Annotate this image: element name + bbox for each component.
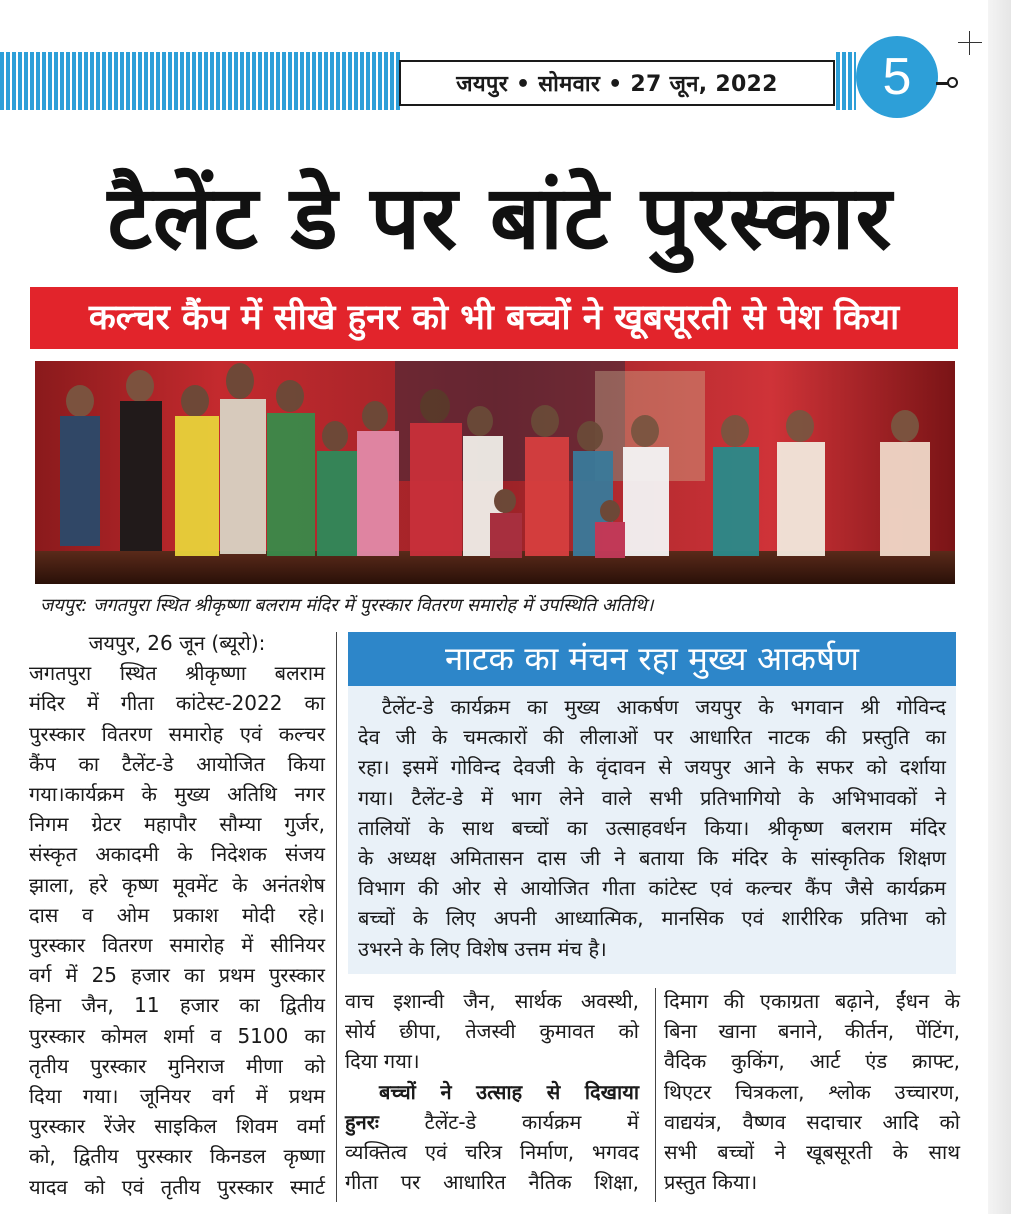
- article-line: वर्ग में 25 हजार का प्रथम पुरस्कार: [29, 963, 325, 988]
- headline: टैलेंट डे पर बांटे पुरस्कार: [107, 166, 893, 269]
- last-column: [664, 986, 960, 1197]
- box-line: टैलेंट-डे कार्यक्रम का मुख्य आकर्षण जयपुर के भगवान श्री गोविन्द: [382, 695, 946, 719]
- box-line: उभरने के लिए विशेष उत्तम मंच है।: [358, 936, 607, 961]
- article-line: पुरस्कार वितरण समारोह में सीनियर: [29, 933, 325, 958]
- article-line: हिना जैन, 11 हजार का द्वितीय: [29, 993, 325, 1018]
- article-line: सभी बच्चों ने खूबसूरती के साथ: [664, 1140, 960, 1165]
- header-stripe-right: [836, 52, 856, 110]
- article-line: पुरस्कार रेंजेर साइकिल शिवम वर्मा: [29, 1114, 325, 1139]
- box-line: तालियों के साथ बच्चों का उत्साहवर्धन किया। श्रीकृष्ण बलराम मंदिर: [358, 815, 946, 840]
- article-line-rest: टैलेंट-डे कार्यक्रम में: [424, 1109, 640, 1134]
- article-line: मंदिर में गीता कांटेस्ट-2022 का: [29, 691, 325, 716]
- article-line: निगम ग्रेटर महापौर सौम्या गुर्जर,: [29, 812, 325, 837]
- main-article-column: [29, 628, 325, 1202]
- inline-subhead: बच्चों ने उत्साह से दिखाया: [379, 1079, 639, 1104]
- article-line: को, द्वितीय पुरस्कार किनडल कृष्णा: [29, 1144, 325, 1169]
- photo-caption: जयपुर: जगतपुरा स्थित श्रीकृष्णा बलराम मंदिर में पुरस्कार वितरण समारोह में उपस्थिति अतिथि।: [40, 595, 654, 616]
- article-line: प्रस्तुत किया।: [664, 1170, 758, 1195]
- article-line: पुरस्कार कोमल शर्मा व 5100 का: [29, 1023, 325, 1048]
- crop-mark-icon: [958, 31, 982, 55]
- article-line: झाला, हरे कृष्ण मूवमेंट के अनंतशेष: [29, 872, 325, 897]
- article-line: तृतीय पुरस्कार मुनिराज मीणा को: [29, 1053, 325, 1078]
- subheadline: कल्चर कैंप में सीखे हुनर को भी बच्चों ने खूबसूरती से पेश किया: [30, 287, 958, 349]
- article-line: जयपुर, 26 जून (ब्यूरो):: [88, 631, 266, 655]
- article-line: सोर्य छीपा, तेजस्वी कुमावत को: [345, 1019, 639, 1044]
- continued-column: [345, 986, 639, 1197]
- article-line: व्यक्तित्व एवं चरित्र निर्माण, भगवद: [345, 1140, 639, 1165]
- article-line: दिया गया।: [345, 1049, 420, 1074]
- article-line: [345, 1107, 639, 1137]
- column-divider: [336, 632, 337, 1202]
- header-stripe: [0, 52, 400, 110]
- box-line: के अध्यक्ष अमितासन दास जी ने बताया कि मंदिर के सांस्कृतिक शिक्षण: [358, 846, 946, 871]
- box-title: नाटक का मंचन रहा मुख्य आकर्षण: [348, 632, 956, 686]
- article-line: बिना खाना बनाने, कीर्तन, पेंटिंग,: [664, 1019, 960, 1044]
- article-line: कैंप का टैलेंट-डे आयोजित किया: [29, 751, 325, 776]
- article-line: पुरस्कार वितरण समारोह एवं कल्चर: [29, 721, 325, 746]
- box-line: बच्चों के लिए अपनी आध्यात्मिक, मानसिक एवं शारीरिक प्रतिभा को: [358, 906, 946, 931]
- box-line: गया। टैलेंट-डे में भाग लेने वाले सभी प्रतिभागियो के अभिभावकों ने: [358, 785, 946, 810]
- box-line: देव जी के चमत्कारों की लीलाओं पर आधारित नाटक की प्रस्तुति का: [358, 725, 946, 750]
- badge-dot: [947, 77, 958, 88]
- article-line: संस्कृत अकादमी के निदेशक संजय: [29, 842, 325, 867]
- page-edge: [988, 0, 1011, 1214]
- column-divider: [655, 988, 656, 1202]
- article-line: यादव को एवं तृतीय पुरस्कार स्मार्ट: [29, 1174, 325, 1199]
- article-line: दिमाग की एकाग्रता बढ़ाने, ईंधन के: [664, 989, 960, 1013]
- highlight-box: [348, 686, 956, 974]
- article-line: वैदिक कुकिंग, आर्ट एंड क्राफ्ट,: [664, 1049, 960, 1074]
- inline-subhead-end: हुनरः: [345, 1109, 379, 1134]
- article-line: गया।कार्यक्रम के मुख्य अतिथि नगर: [29, 782, 325, 807]
- article-line: गीता पर आधारित नैतिक शिक्षा,: [345, 1170, 639, 1195]
- box-line: रहा। इसमें गोविन्द देवजी के वृंदावन से जयपुर आने के सफर को दर्शाया: [358, 755, 946, 780]
- box-line: विभाग की ओर से आयोजित गीता कांटेस्ट एवं कल्चर कैंप जैसे कार्यक्रम: [358, 876, 946, 901]
- article-line: दिया गया। जूनियर वर्ग में प्रथम: [29, 1084, 325, 1109]
- article-line: जगतपुरा स्थित श्रीकृष्णा बलराम: [29, 661, 325, 686]
- dateline: जयपुर • सोमवार • 27 जून, 2022: [399, 60, 835, 106]
- article-line: वाच इशान्वी जैन, सार्थक अवस्थी,: [345, 989, 639, 1013]
- stage-scene: [35, 361, 955, 584]
- event-photo: [35, 361, 955, 584]
- page-number-badge: 5: [856, 36, 938, 118]
- article-line: थिएटर चित्रकला, श्लोक उच्चारण,: [664, 1079, 960, 1104]
- article-line: दास व ओम प्रकाश मोदी रहे।: [29, 902, 325, 927]
- article-line: वाद्ययंत्र, वैष्णव सदाचार आदि को: [664, 1109, 960, 1134]
